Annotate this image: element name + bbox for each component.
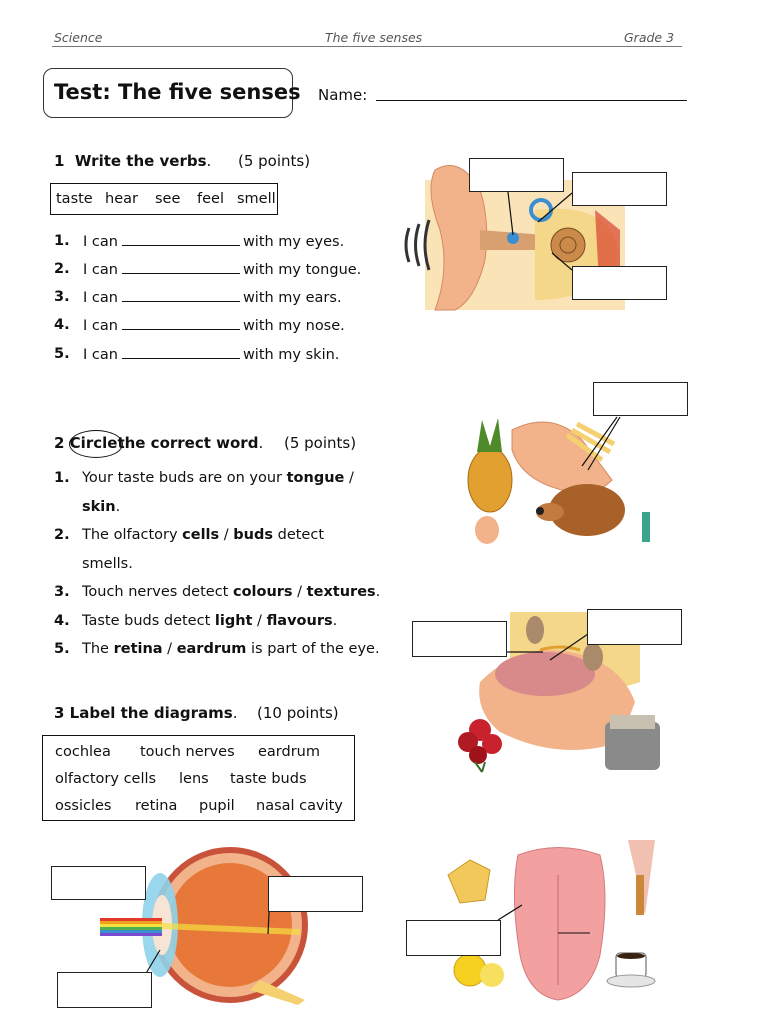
- section1-points: (5 points): [238, 152, 311, 170]
- choice-word[interactable]: light: [214, 612, 253, 629]
- name-field[interactable]: [376, 100, 687, 101]
- answer-blank[interactable]: [122, 289, 240, 302]
- circle-mark: [69, 430, 123, 458]
- choice-word[interactable]: buds: [233, 527, 273, 543]
- word: cochlea: [55, 744, 111, 760]
- tongue-label-box[interactable]: [406, 920, 501, 956]
- choice-word[interactable]: skin: [82, 498, 116, 515]
- header-topic: The five senses: [325, 30, 423, 45]
- section1-word-box: [50, 183, 278, 215]
- section2-points: (5 points): [284, 434, 357, 452]
- eye-label-box-1[interactable]: [51, 866, 146, 900]
- section2-heading: 2 Circlethe correct word.: [54, 434, 264, 452]
- choice-word[interactable]: eardrum: [176, 641, 247, 657]
- ear-label-box-2[interactable]: [572, 172, 667, 206]
- header-subject: Science: [54, 30, 103, 45]
- section2-item: 2. The olfactory cells / buds detect smells.: [54, 527, 324, 572]
- choice-word[interactable]: retina: [113, 641, 163, 657]
- word: lens: [179, 771, 209, 787]
- section3-points: (10 points): [257, 704, 339, 722]
- answer-blank[interactable]: [122, 233, 240, 246]
- word: touch nerves: [140, 744, 235, 760]
- word: taste: [56, 191, 93, 207]
- section3-heading: 3 Label the diagrams.: [54, 704, 238, 722]
- choice-word[interactable]: cells: [182, 527, 220, 543]
- answer-blank[interactable]: [122, 346, 240, 359]
- section2-item: 1. Your taste buds are on your tongue / skin.: [54, 470, 354, 515]
- nose-label-box-1[interactable]: [412, 621, 507, 657]
- eye-label-box-3[interactable]: [57, 972, 152, 1008]
- section1-heading: 1 Write the verbs.: [54, 152, 212, 170]
- word: ossicles: [55, 798, 112, 814]
- ear-label-box-1[interactable]: [469, 158, 564, 192]
- section2-items: [54, 464, 384, 664]
- word: retina: [135, 798, 178, 814]
- word: taste buds: [230, 771, 307, 787]
- section2-item: 5. The retina / eardrum is part of the eye.: [54, 641, 380, 657]
- touch-label-box[interactable]: [593, 382, 688, 416]
- choice-word[interactable]: textures: [306, 584, 376, 600]
- ear-label-box-3[interactable]: [572, 266, 667, 300]
- choice-word[interactable]: colours: [232, 584, 293, 600]
- section3-word-box: [42, 735, 355, 821]
- eye-label-box-2[interactable]: [268, 876, 363, 912]
- answer-blank[interactable]: [122, 261, 240, 274]
- answer-blank[interactable]: [122, 317, 240, 330]
- word: eardrum: [258, 744, 320, 760]
- word: see: [155, 191, 181, 207]
- choice-word[interactable]: tongue: [286, 470, 345, 486]
- page-title: Test: The five senses: [54, 80, 301, 104]
- choice-word[interactable]: flavours: [266, 612, 333, 629]
- word: hear: [105, 191, 138, 207]
- word: olfactory cells: [55, 771, 157, 787]
- nose-label-box-2[interactable]: [587, 609, 682, 645]
- section2-item: 3. Touch nerves detect colours / textures.: [54, 584, 381, 600]
- header-divider: [52, 46, 682, 47]
- header-grade: Grade 3: [624, 30, 675, 45]
- word: nasal cavity: [256, 798, 343, 814]
- word: smell: [237, 191, 276, 207]
- word: feel: [197, 191, 224, 207]
- word: pupil: [199, 798, 235, 814]
- section2-item: 4. Taste buds detect light / flavours.: [54, 612, 338, 629]
- name-label: Name:: [318, 86, 368, 104]
